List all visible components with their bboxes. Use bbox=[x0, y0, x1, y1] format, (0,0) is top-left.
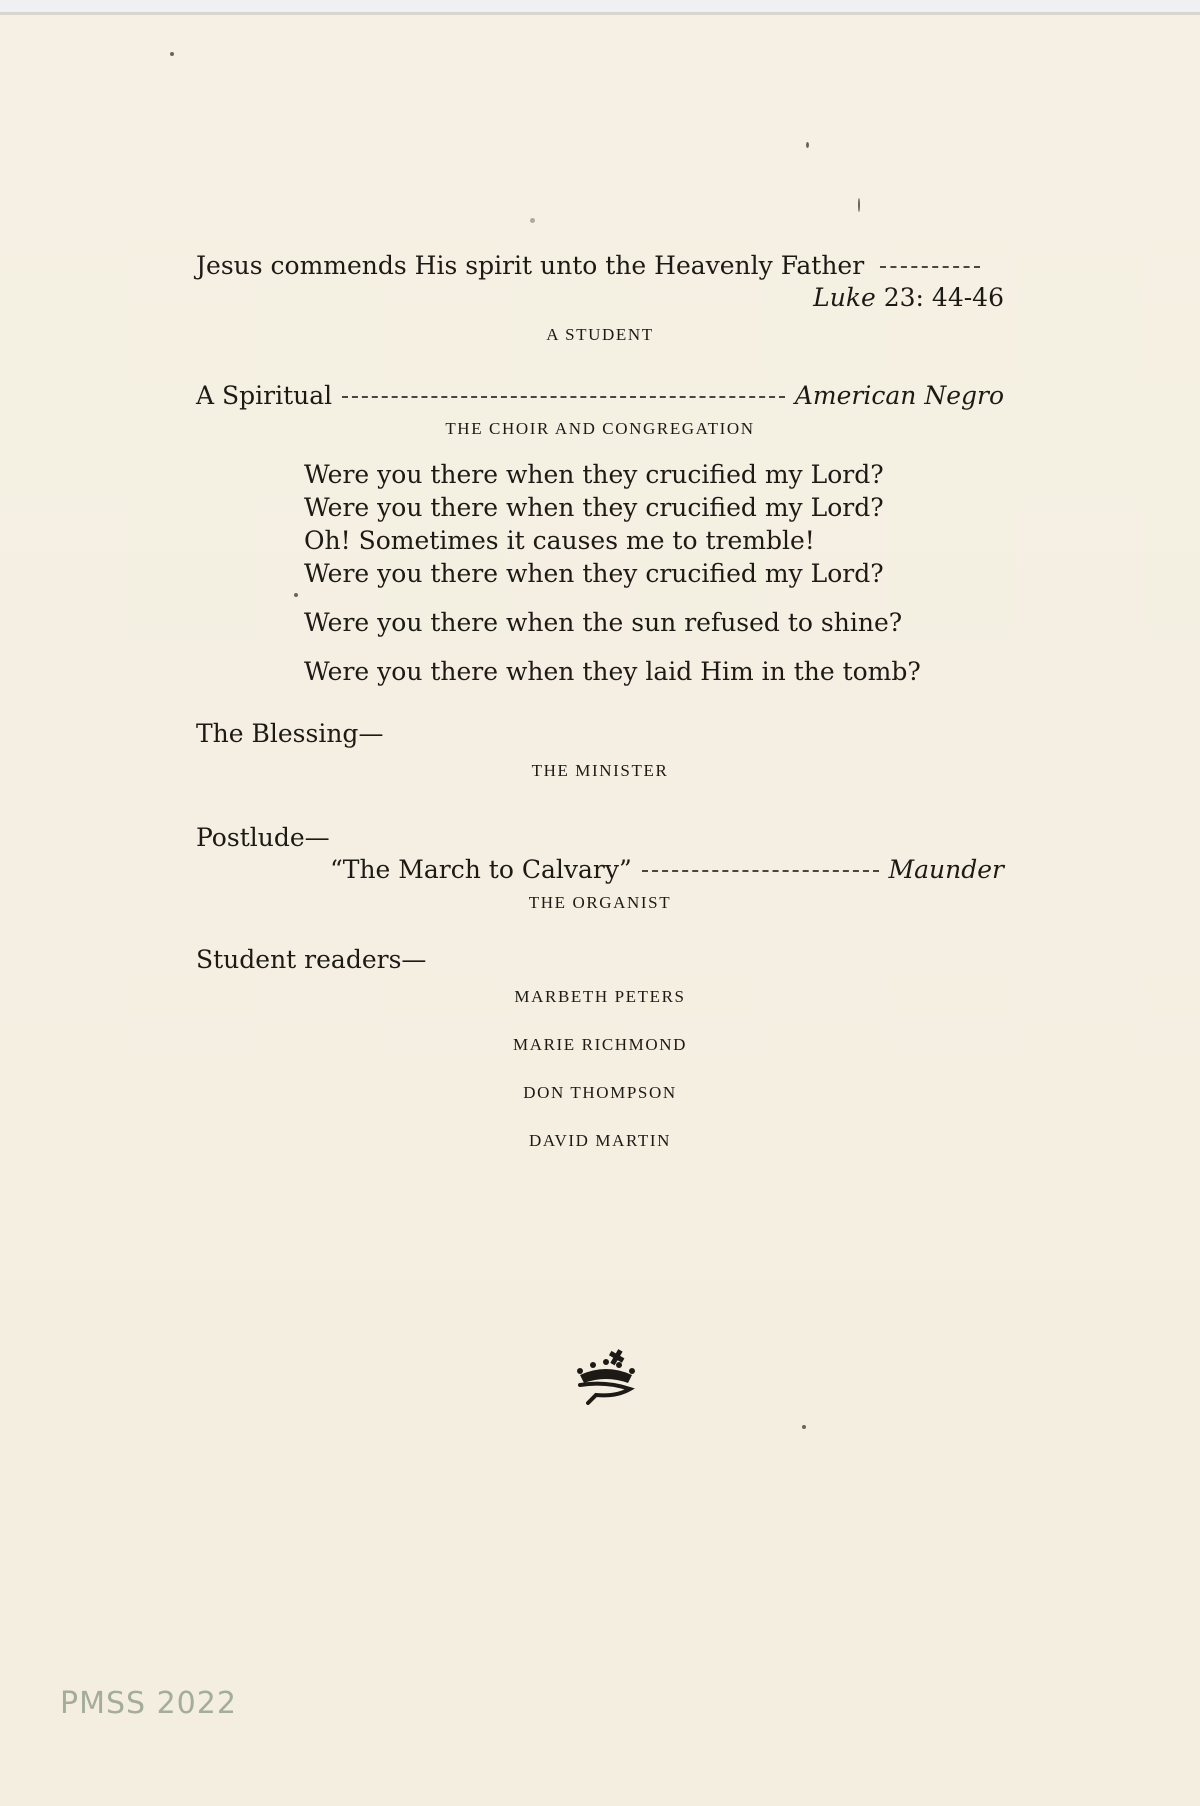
spiritual-lyrics bbox=[304, 458, 1004, 688]
postlude-composer: Maunder bbox=[888, 855, 1004, 884]
leader-dots bbox=[642, 870, 879, 872]
blessing-title: The Blessing— bbox=[196, 719, 384, 748]
postlude-title: Postlude— bbox=[196, 823, 330, 852]
leader-dots bbox=[342, 396, 785, 398]
paper-speck bbox=[802, 1425, 806, 1429]
crown-cross-emblem-icon bbox=[566, 1345, 646, 1405]
reader-name: DON THOMPSON bbox=[523, 1083, 677, 1102]
reading-row bbox=[196, 250, 1004, 282]
lyric-line: Were you there when they crucified my Lord? bbox=[304, 493, 884, 522]
postlude-performer: THE ORGANIST bbox=[528, 893, 672, 912]
reader-name: MARBETH PETERS bbox=[514, 987, 686, 1006]
postlude-row bbox=[330, 854, 1004, 886]
blessing-performer: THE MINISTER bbox=[531, 761, 669, 780]
postlude-piece: “The March to Calvary” bbox=[330, 855, 632, 884]
reading-title: Jesus commends His spirit unto the Heavenly Father bbox=[196, 251, 865, 280]
paper-speck bbox=[294, 593, 298, 597]
spiritual-row bbox=[196, 380, 1004, 412]
spiritual-title: A Spiritual bbox=[196, 381, 333, 410]
leader-dots bbox=[880, 266, 980, 268]
reader-name: DAVID MARTIN bbox=[528, 1131, 672, 1150]
lyric-line: Were you there when they laid Him in the tomb? bbox=[304, 657, 921, 686]
readers-list bbox=[196, 986, 1004, 1152]
spiritual-performer: THE CHOIR AND CONGREGATION bbox=[445, 419, 755, 438]
paper-speck bbox=[806, 142, 809, 148]
reader-name: MARIE RICHMOND bbox=[513, 1035, 687, 1054]
paper-speck bbox=[170, 52, 174, 56]
program-content bbox=[196, 250, 1004, 1178]
readers-title: Student readers— bbox=[196, 945, 427, 974]
lyric-line: Were you there when they crucified my Lord? bbox=[304, 460, 884, 489]
lyric-line: Oh! Sometimes it causes me to tremble! bbox=[304, 526, 815, 555]
spiritual-attribution: American Negro bbox=[794, 381, 1004, 410]
reading-performer: A STUDENT bbox=[546, 325, 654, 344]
reference-book: Luke bbox=[813, 283, 876, 312]
paper-speck bbox=[530, 218, 535, 223]
page-top-edge bbox=[0, 12, 1200, 15]
watermark-text: PMSS 2022 bbox=[60, 1686, 237, 1721]
lyric-line: Were you there when they crucified my Lord? bbox=[304, 559, 884, 588]
reference-verses: 23: 44-46 bbox=[883, 283, 1004, 312]
paper-speck bbox=[858, 198, 860, 212]
reading-reference bbox=[196, 282, 1004, 314]
lyric-line: Were you there when the sun refused to shine? bbox=[304, 608, 903, 637]
